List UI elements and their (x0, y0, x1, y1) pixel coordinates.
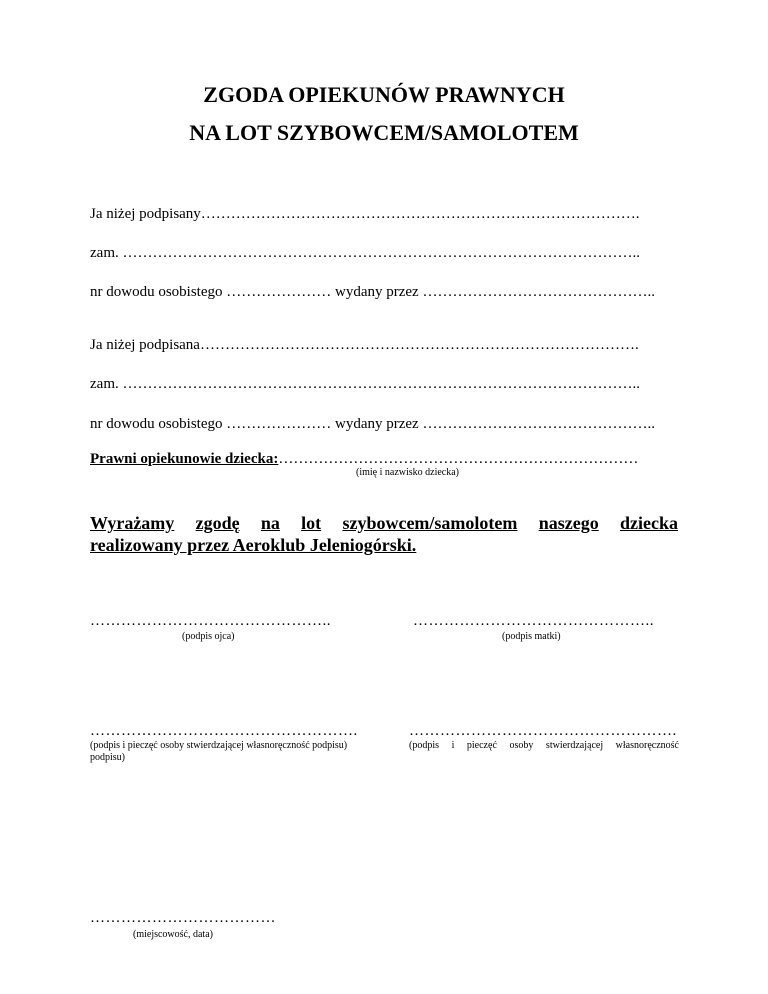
caption-word: i (451, 740, 455, 751)
consent-word: zgodę (195, 513, 240, 533)
mother-signature-line: ……………………………………….. (413, 613, 654, 629)
witness-left-caption-line1: (podpis i pieczęć osoby stwierdzającej własnoręczność podpisu) (90, 740, 348, 751)
father-name-line: Ja niżej podpisany……………………………………………………………………………. (90, 206, 640, 222)
father-address-line: zam. ………………………………………………………………………………………….. (90, 245, 640, 261)
consent-statement (90, 512, 678, 556)
caption-word: pieczęć (466, 740, 497, 751)
mother-name-line: Ja niżej podpisana……………………………………………………………………………. (90, 337, 639, 353)
consent-line2: realizowany przez Aeroklub Jeleniogórski. (90, 535, 417, 555)
place-date-caption: (miejscowość, data) (133, 929, 213, 940)
witness-right-signature-line: ……………………………………………. (409, 723, 677, 739)
consent-word: Wyrażamy (90, 513, 175, 533)
consent-word: lot (301, 513, 322, 533)
witness-left-caption-line2: podpisu) (90, 752, 125, 763)
mother-signature-caption: (podpis matki) (502, 631, 561, 642)
consent-word: dziecka (619, 513, 678, 533)
caption-word: (podpis (409, 740, 439, 751)
consent-line1 (90, 512, 678, 534)
mother-id-line: nr dowodu osobistego ………………… wydany przez ……………………………………….. (90, 416, 655, 432)
caption-word: własnoręczność (615, 740, 679, 751)
place-date-line: ……………………………… (90, 910, 276, 926)
guardians-line (90, 451, 638, 468)
document-title-line2: NA LOT SZYBOWCEM/SAMOLOTEM (189, 120, 579, 145)
caption-word: stwierdzającej (545, 740, 604, 751)
father-signature-caption: (podpis ojca) (182, 631, 235, 642)
consent-word: szybowcem/samolotem (342, 513, 518, 533)
guardians-label: Prawni opiekunowie dziecka: (90, 451, 279, 467)
consent-word: na (260, 513, 280, 533)
witness-right-caption (409, 740, 679, 751)
father-id-line: nr dowodu osobistego ………………… wydany przez ……………………………………….. (90, 284, 655, 300)
document-title-line1: ZGODA OPIEKUNÓW PRAWNYCH (203, 82, 565, 107)
witness-left-signature-line: ……………………………………………. (90, 723, 358, 739)
father-signature-line: ……………………………………….. (90, 613, 331, 629)
child-name-caption: (imię i nazwisko dziecka) (356, 467, 460, 478)
mother-address-line: zam. ………………………………………………………………………………………….. (90, 376, 640, 392)
guardians-dots: ……………………………………………………………… (278, 451, 639, 467)
consent-word: naszego (538, 513, 599, 533)
caption-word: osoby (509, 740, 534, 751)
